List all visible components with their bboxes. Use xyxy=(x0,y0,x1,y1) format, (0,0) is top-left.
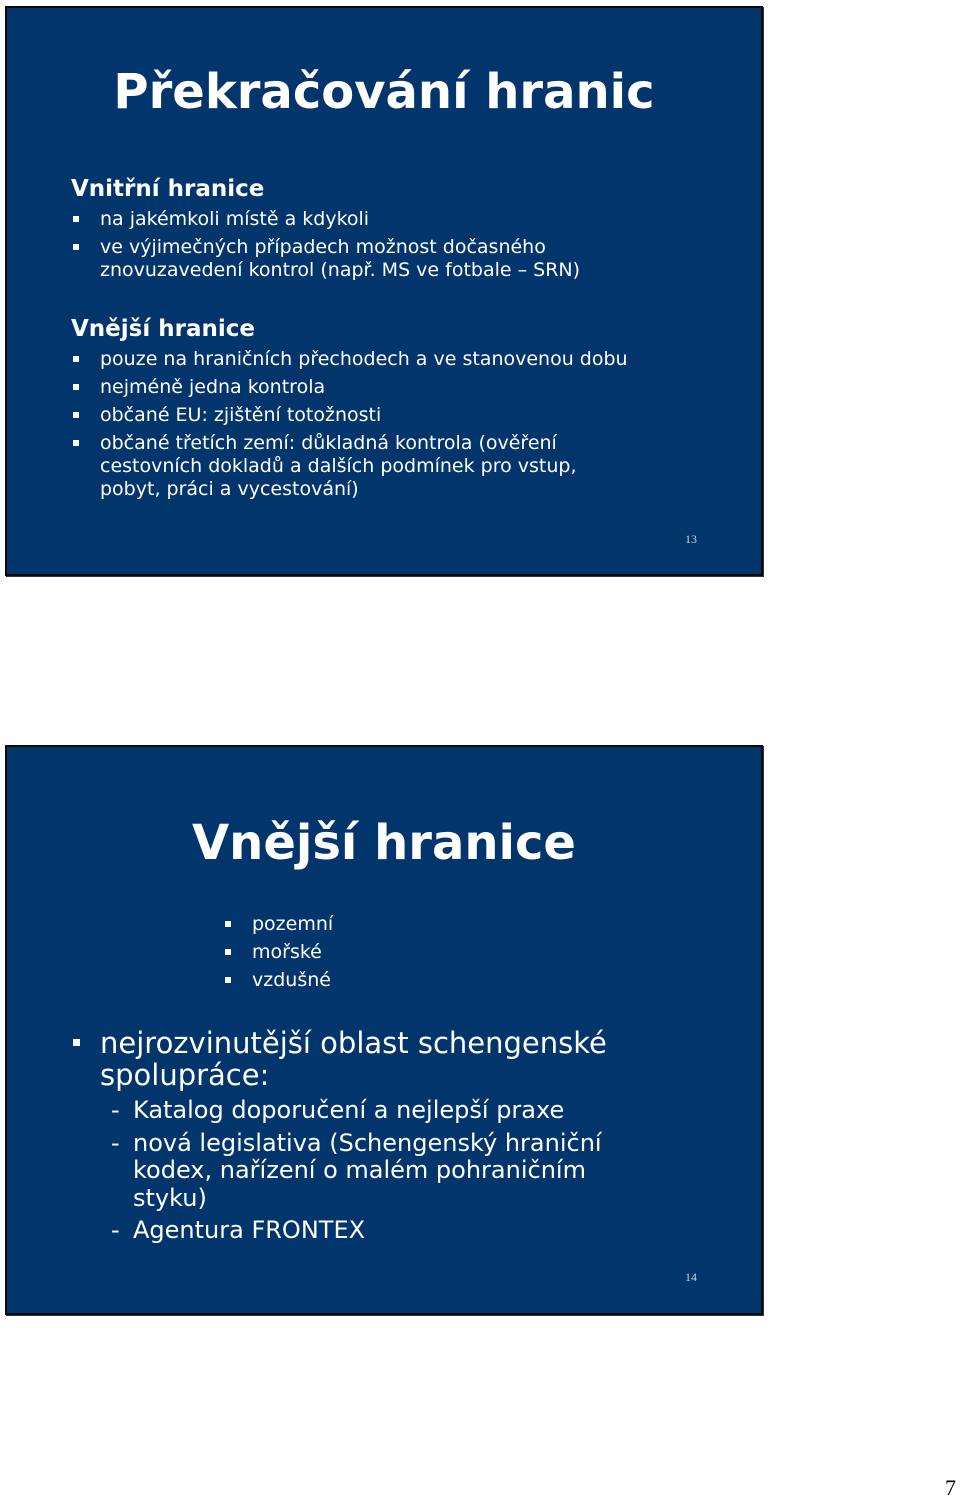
section-heading: Vnitřní hranice xyxy=(71,176,265,202)
list-item: nejméně jedna kontrola xyxy=(71,376,731,399)
list-item: - nová legislativa (Schengenský hraniční kodex, nařízení o malém pohraničním styku) xyxy=(71,1130,731,1213)
border-types-list xyxy=(223,913,333,997)
slide-title: Vnější hranice xyxy=(192,815,576,871)
schengen-cooperation-section xyxy=(71,1027,731,1250)
internal-borders-list xyxy=(71,208,731,282)
slide-14 xyxy=(5,745,763,1315)
list-item: občané EU: zjištění totožnosti xyxy=(71,404,731,427)
list-item: občané třetích zemí: důkladná kontrola (ověření cestovních dokladů a dalších podmínek pro vstup, pobyt, práci a vycestování) xyxy=(71,432,731,501)
external-borders-section xyxy=(71,314,731,506)
list-item: - Agentura FRONTEX xyxy=(71,1217,731,1245)
list-item: pouze na hraničních přechodech a ve stanovenou dobu xyxy=(71,348,731,371)
list-item: ve výjimečných případech možnost dočasného znovuzavedení kontrol (např. MS ve fotbale – SRN) xyxy=(71,236,731,282)
internal-borders-section xyxy=(71,174,731,287)
main-bullet-text: nejrozvinutější oblast schengenské spolupráce: xyxy=(71,1027,731,1091)
section-heading: Vnější hranice xyxy=(71,316,255,342)
list-item: na jakémkoli místě a kdykoli xyxy=(71,208,731,231)
external-borders-list xyxy=(71,348,731,501)
slide-page-number: 14 xyxy=(685,1270,697,1284)
list-item: vzdušné xyxy=(223,969,333,992)
list-item: pozemní xyxy=(223,913,333,936)
slide-page-number: 13 xyxy=(685,532,697,546)
cooperation-sublist xyxy=(71,1097,731,1245)
list-item: mořské xyxy=(223,941,333,964)
slide-title: Překračování hranic xyxy=(113,64,655,120)
list-item: - Katalog doporučení a nejlepší praxe xyxy=(71,1097,731,1125)
document-page-number: 7 xyxy=(945,1475,956,1500)
slide-13 xyxy=(5,6,763,576)
